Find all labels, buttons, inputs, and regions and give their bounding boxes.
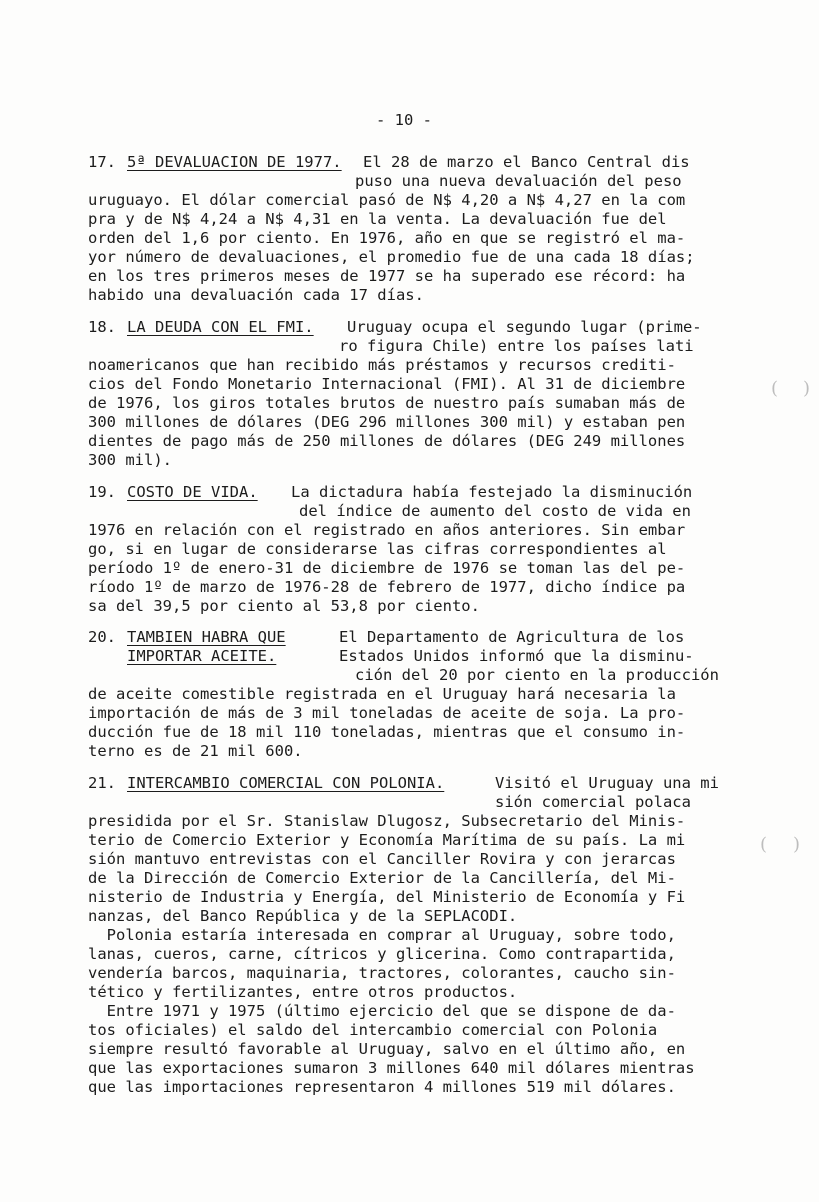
text-line: ducción fue de 18 mil 110 toneladas, mientras que el consumo in- (88, 723, 686, 741)
text-line: nanzas, del Banco República y de la SEPLACODI. (88, 907, 518, 925)
page-number: - 10 - (376, 111, 432, 129)
text-line: go, si en lugar de considerarse las cifras correspondientes al (88, 540, 667, 558)
item-number: 20. (88, 628, 116, 646)
item-number: 18. (88, 318, 116, 336)
text-line: nisterio de Industria y Energía, del Ministerio de Economía y Fi (88, 888, 686, 906)
text-line: noamericanos que han recibido más préstamos y recursos crediti- (88, 356, 676, 374)
text-line: sa del 39,5 por ciento al 53,8 por ciento. (88, 597, 480, 615)
item-heading-line-2: IMPORTAR ACEITE. (127, 647, 277, 665)
margin-mark-open: ( (760, 834, 768, 855)
text-line: ción del 20 por ciento en la producción (355, 666, 719, 684)
text-line: dientes de pago más de 250 millones de dólares (DEG 249 millones (88, 432, 686, 450)
item-number: 21. (88, 774, 116, 792)
text-line: uruguayo. El dólar comercial pasó de N$ 4,20 a N$ 4,27 en la com (88, 191, 686, 209)
text-line: pra y de N$ 4,24 a N$ 4,31 en la venta. La devaluación fue del (88, 210, 667, 228)
text-line: tos oficiales) el saldo del intercambio comercial con Polonia (88, 1021, 658, 1039)
item-number: 17. (88, 153, 116, 171)
text-line: de aceite comestible registrada en el Uruguay hará necesaria la (88, 685, 676, 703)
text-line: sión mantuvo entrevistas con el Canciller Rovira y con jerarcas (88, 850, 676, 868)
item-heading: LA DEUDA CON EL FMI. (127, 318, 314, 336)
text-line: ro figura Chile) entre los países lati (339, 337, 694, 355)
text-line: El Departamento de Agricultura de los (339, 628, 685, 646)
text-line: terio de Comercio Exterior y Economía Marítima de su país. La mi (88, 831, 686, 849)
item-heading: COSTO DE VIDA. (127, 483, 258, 501)
text-line: puso una nueva devaluación del peso (355, 172, 682, 190)
text-line: tético y fertilizantes, entre otros productos. (88, 983, 518, 1001)
text-line: del índice de aumento del costo de vida en (299, 502, 691, 520)
text-line: en los tres primeros meses de 1977 se ha superado ese récord: ha (88, 267, 686, 285)
text-line: Uruguay ocupa el segundo lugar (prime- (347, 318, 702, 336)
margin-mark-open: ( (771, 378, 779, 399)
text-line: Visitó el Uruguay una mi (495, 774, 719, 792)
text-line: orden del 1,6 por ciento. En 1976, año en que se registró el ma- (88, 229, 686, 247)
text-line: habido una devaluación cada 17 días. (88, 286, 424, 304)
text-line: 300 mil). (88, 451, 172, 469)
item-heading: 5ª DEVALUACION DE 1977. (127, 153, 342, 171)
text-line: Entre 1971 y 1975 (último ejercicio del que se dispone de da- (88, 1002, 676, 1020)
text-line: de 1976, los giros totales brutos de nuestro país sumaban más de (88, 394, 686, 412)
text-line: 300 millones de dólares (DEG 296 millones 300 mil) y estaban pen (88, 413, 686, 431)
text-line: yor número de devaluaciones, el promedio fue de una cada 18 días; (88, 248, 695, 266)
text-line: presidida por el Sr. Stanislaw Dlugosz, Subsecretario del Minis- (88, 812, 686, 830)
text-line: de la Dirección de Comercio Exterior de la Cancillería, del Mi- (88, 869, 676, 887)
text-line: lanas, cueros, carne, cítricos y glicerina. Como contrapartida, (88, 945, 676, 963)
margin-mark-close: ) (803, 378, 811, 399)
text-line: que las importaciones representaron 4 millones 519 mil dólares. (88, 1078, 676, 1096)
text-line: El 28 de marzo el Banco Central dis (363, 153, 690, 171)
item-heading-line-1: TAMBIEN HABRA QUE (127, 628, 286, 646)
text-line: vendería barcos, maquinaria, tractores, colorantes, caucho sin- (88, 964, 676, 982)
text-line: sión comercial polaca (495, 793, 691, 811)
text-line: terno es de 21 mil 600. (88, 742, 303, 760)
text-line: siempre resultó favorable al Uruguay, salvo en el último año, en (88, 1040, 686, 1058)
text-line: La dictadura había festejado la disminución (291, 483, 693, 501)
text-line: importación de más de 3 mil toneladas de aceite de soja. La pro- (88, 704, 686, 722)
text-line: 1976 en relación con el registrado en años anteriores. Sin embar (88, 521, 686, 539)
text-line: período 1º de enero-31 de diciembre de 1976 se toman las del pe- (88, 559, 686, 577)
text-line: ríodo 1º de marzo de 1976-28 de febrero de 1977, dicho índice pa (88, 578, 686, 596)
text-line: Polonia estaría interesada en comprar al Uruguay, sobre todo, (88, 926, 676, 944)
text-line: cios del Fondo Monetario Internacional (FMI). Al 31 de diciembre (88, 375, 686, 393)
text-line: que las exportaciones sumaron 3 millones 640 mil dólares mientras (88, 1059, 695, 1077)
text-line: Estados Unidos informó que la disminu- (339, 647, 694, 665)
item-number: 19. (88, 483, 116, 501)
margin-mark-close: ) (793, 834, 801, 855)
item-heading: INTERCAMBIO COMERCIAL CON POLONIA. (127, 774, 445, 792)
